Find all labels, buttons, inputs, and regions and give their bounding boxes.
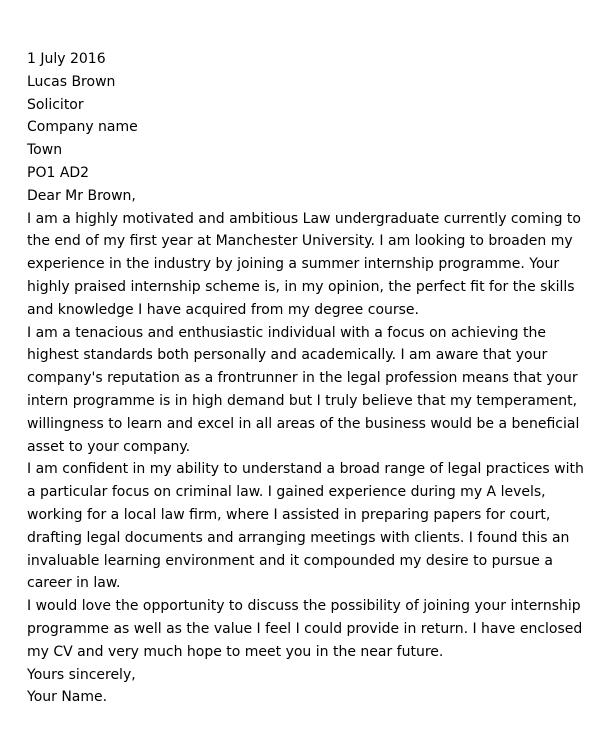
paragraph-line: I would love the opportunity to discuss the possibility of joining your internship	[27, 598, 581, 615]
paragraph-line: highest standards both personally and academically. I am aware that your	[27, 347, 548, 364]
paragraph-line: the end of my first year at Manchester University. I am looking to broaden my	[27, 233, 573, 250]
paragraph-line: highly praised internship scheme is, in my opinion, the perfect fit for the skills	[27, 278, 575, 295]
paragraph-line: asset to your company.	[27, 438, 191, 455]
letter-body	[27, 48, 592, 709]
paragraph-line: programme as well as the value I feel I could provide in return. I have enclosed	[27, 620, 583, 637]
letter-date: 1 July 2016	[27, 51, 106, 67]
paragraph-line: working for a local law firm, where I assisted in preparing papers for court,	[27, 506, 551, 523]
paragraph-3	[27, 458, 592, 595]
salutation: Dear Mr Brown,	[27, 187, 136, 204]
paragraph-line: my CV and very much hope to meet you in the near future.	[27, 643, 444, 660]
paragraph-1	[27, 208, 592, 322]
paragraph-line: I am a highly motivated and ambitious Law undergraduate currently coming to	[27, 210, 581, 227]
paragraph-line: company's reputation as a frontrunner in the legal profession means that your	[27, 370, 578, 387]
closing: Yours sincerely,	[27, 666, 136, 683]
signature: Your Name.	[27, 689, 108, 706]
paragraph-line: a particular focus on criminal law. I gained experience during my A levels,	[27, 484, 546, 501]
paragraph-line: I am a tenacious and enthusiastic individual with a focus on achieving the	[27, 324, 546, 341]
paragraph-line: experience in the industry by joining a summer internship programme. Your	[27, 256, 560, 273]
paragraph-line: willingness to learn and excel in all areas of the business would be a beneficial	[27, 415, 580, 432]
recipient-postcode: PO1 AD2	[27, 164, 90, 181]
recipient-company: Company name	[27, 119, 138, 136]
paragraph-line: I am confident in my ability to understand a broad range of legal practices with	[27, 461, 584, 478]
recipient-town: Town	[27, 142, 63, 159]
recipient-title: Solicitor	[27, 96, 84, 113]
paragraph-4	[27, 595, 592, 663]
paragraph-line: career in law.	[27, 575, 121, 592]
paragraph-line: invaluable learning environment and it compounded my desire to pursue a	[27, 552, 553, 569]
paragraph-line: and knowledge I have acquired from my degree course.	[27, 301, 419, 318]
recipient-name: Lucas Brown	[27, 73, 116, 90]
paragraph-line: intern programme is in high demand but I truly believe that my temperament,	[27, 392, 578, 409]
paragraph-2	[27, 322, 592, 459]
paragraph-line: drafting legal documents and arranging meetings with clients. I found this an	[27, 529, 570, 546]
